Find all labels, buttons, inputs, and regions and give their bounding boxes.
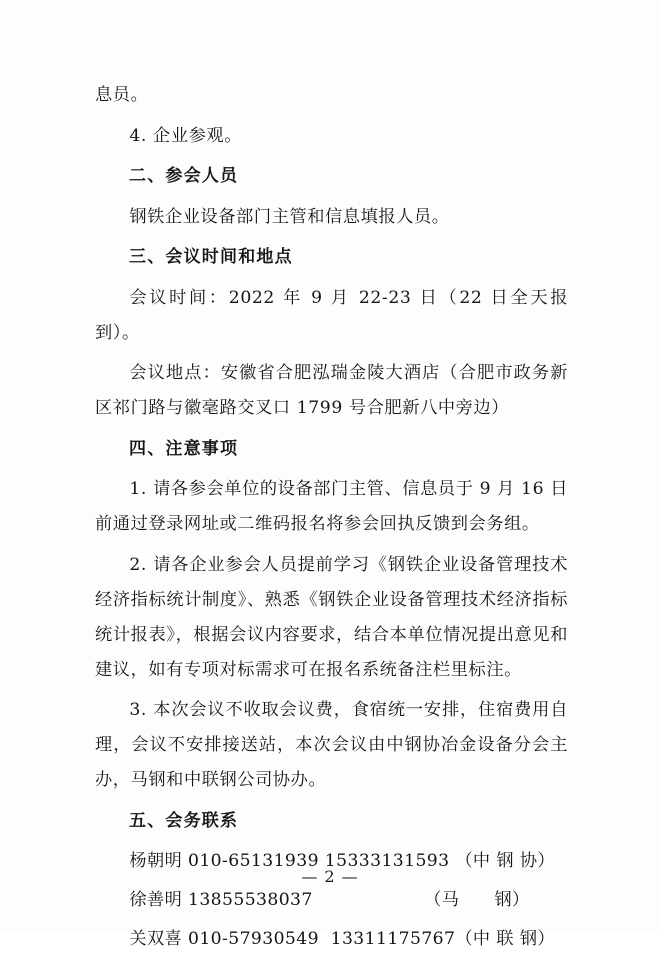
heading-section-4: 四、注意事项: [129, 438, 239, 459]
paragraph-section-2-body: 钢铁企业设备部门主管和信息填报人员。: [129, 206, 450, 227]
page-number-footer: — 2 —: [301, 867, 359, 886]
contact-line-yang: 杨朝明 010-65131939 15333131593 （中 钢 协）: [129, 851, 555, 871]
document-body: [95, 78, 568, 957]
paragraph-meeting-place: 会议地点：安徽省合肥泓瑞金陵大酒店（合肥市政务新区祁门路与徽毫路交叉口 1799 号合肥新八中旁边）: [95, 363, 568, 418]
paragraph-meeting-time: 会议时间：2022 年 9 月 22-23 日（22 日全天报到）。: [95, 287, 568, 343]
heading-section-3: 三、会议时间和地点: [129, 247, 293, 267]
paragraph-item-4: 4. 企业参观。: [129, 125, 242, 146]
heading-section-5: 五、会务联系: [129, 810, 239, 831]
contact-line-xu: 徐善明 13855538037 （马 钢）: [129, 890, 530, 910]
paragraph-info-staff: 息员。: [95, 85, 149, 105]
contact-line-guan: 关双喜 010-57930549 13311175767（中 联 钢）: [129, 929, 555, 949]
heading-section-2: 二、参会人员: [129, 166, 239, 186]
paragraph-note-2: 2. 请各企业参会人员提前学习《钢铁企业设备管理技术经济指标统计制度》、熟悉《钢铁企业设备管理技术经济指标统计报表》，根据会议内容要求，结合本单位情况提出意见和建议，如有专项对标需求可在报名系统备注栏里标注。: [95, 554, 568, 680]
paragraph-note-3: 3. 本次会议不收取会议费，食宿统一安排，住宿费用自理，会议不安排接送站，本次会议由中钢协冶金设备分会主办，马钢和中联钢公司协办。: [95, 700, 568, 790]
paragraph-note-1: 1. 请各参会单位的设备部门主管、信息员于 9 月 16 日前通过登录网址或二维码报名将参会回执反馈到会务组。: [95, 479, 568, 534]
